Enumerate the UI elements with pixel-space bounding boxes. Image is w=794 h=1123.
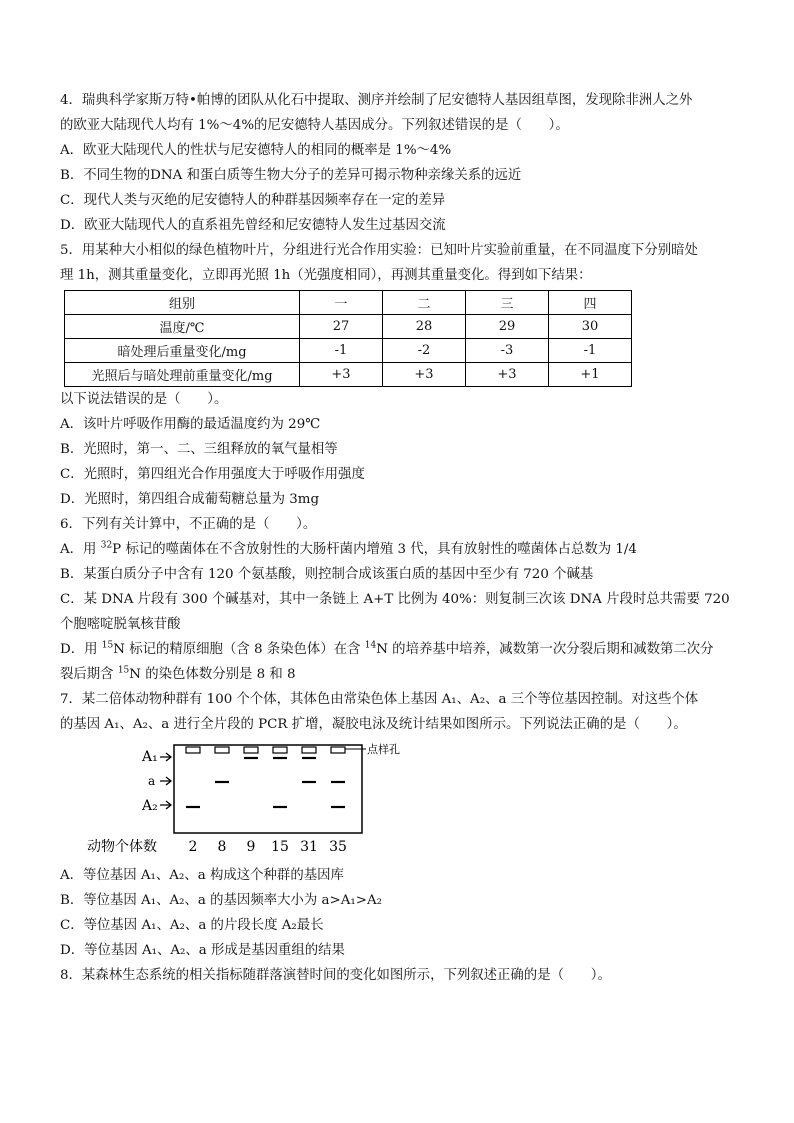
q4-option-c: C．现代人类与灭绝的尼安德特人的种群基因频率存在一定的差异 — [60, 193, 446, 208]
well-label: 点样孔 — [367, 743, 400, 756]
table-row — [65, 339, 632, 363]
table-cell: 温度/℃ — [65, 315, 300, 339]
isotope-superscript: 14 — [364, 640, 377, 651]
table-cell: -1 — [300, 339, 383, 363]
arrow-icons — [160, 753, 171, 809]
exam-page — [60, 88, 744, 988]
well — [273, 747, 287, 753]
q7-option-a: A．等位基因 A₁、A₂、a 构成这个种群的基因库 — [60, 868, 344, 883]
q5-results-table — [64, 290, 632, 387]
count-label: 9 — [246, 839, 256, 855]
row-label-a1: A₁ — [142, 749, 158, 765]
question-5 — [60, 238, 744, 512]
q5-prompt: 以下说法错误的是（ ）。 — [60, 392, 228, 407]
q6-option-d-text: N 的染色体数分别是 8 和 8 — [129, 667, 296, 682]
row-label-a2: A₂ — [142, 798, 158, 814]
individual-counts — [87, 838, 347, 855]
q6-option-a-prefix: A．用 — [60, 542, 101, 557]
table-cell: +3 — [466, 363, 549, 387]
q7-option-b: B．等位基因 A₁、A₂、a 的基因频率大小为 a>A₁>A₂ — [60, 893, 383, 908]
isotope-superscript: 15 — [101, 640, 114, 651]
q5-stem-line2: 理 1h，测其重量变化，立即再光照 1h（光强度相同），再测其重量变化。得到如下结果： — [60, 268, 592, 283]
count-label: 31 — [300, 839, 318, 855]
well — [331, 747, 345, 753]
q4-stem-line1: 4．瑞典科学家斯万特•帕博的团队从化石中提取、测序并绘制了尼安德特人基因组草图，发现除非洲人之外 — [60, 93, 693, 108]
q4-stem-line2: 的欧亚大陆现代人均有 1%～4%的尼安德特人基因成分。下列叙述错误的是（ ）。 — [60, 118, 569, 133]
q6-stem: 6．下列有关计算中，不正确的是（ ）。 — [60, 517, 317, 532]
table-cell: +3 — [300, 363, 383, 387]
question-6 — [60, 512, 744, 687]
q6-option-a-text: P 标记的噬菌体在不含放射性的大肠杆菌内增殖 3 代，具有放射性的噬菌体占总数为 1/4 — [112, 542, 637, 557]
table-cell: 30 — [549, 315, 632, 339]
count-label: 35 — [329, 839, 347, 855]
isotope-superscript: 32 — [100, 540, 113, 551]
q5-option-d: D．光照时，第四组合成葡萄糖总量为 3mg — [60, 492, 320, 507]
table-cell: 四 — [549, 291, 632, 315]
q6-option-d-text: N 标记的精原细胞（含 8 条染色体）在含 — [113, 642, 365, 657]
q6-option-c-line2: 个胞嘧啶脱氧核苷酸 — [60, 617, 181, 632]
table-cell: 28 — [383, 315, 466, 339]
q7-stem-line1: 7．某二倍体动物种群有 100 个个体，其体色由常染色体上基因 A₁、A₂、a 三个等位基因控制。对这些个体 — [60, 692, 699, 707]
count-label: 15 — [271, 839, 289, 855]
table-cell: +1 — [549, 363, 632, 387]
q5-option-a: A．该叶片呼吸作用酶的最适温度约为 29℃ — [60, 417, 321, 432]
q6-option-d-text: N 的培养基中培养，减数第一次分裂后期和减数第二次分 — [376, 642, 714, 657]
q6-option-b: B．某蛋白质分子中含有 120 个氨基酸，则控制合成该蛋白质的基因中至少有 720 个碱基 — [60, 567, 594, 582]
q4-option-b: B．不同生物的DNA 和蛋白质等生物大分子的差异可揭示物种亲缘关系的远近 — [60, 168, 522, 183]
table-cell: 组别 — [65, 291, 300, 315]
table-cell: 光照后与暗处理前重量变化/mg — [65, 363, 300, 387]
q6-option-d-text: 裂后期含 — [60, 667, 118, 682]
table-row — [65, 363, 632, 387]
table-cell: 二 — [383, 291, 466, 315]
question-4 — [60, 88, 744, 238]
table-cell: 三 — [466, 291, 549, 315]
q6-option-d-line2 — [60, 662, 744, 687]
gel-diagram — [87, 739, 430, 859]
q8-stem: 8．某森林生态系统的相关指标随群落演替时间的变化如图所示，下列叙述正确的是（ ）。 — [60, 968, 611, 983]
q5-option-b: B．光照时，第一、二、三组释放的氧气量相等 — [60, 442, 338, 457]
question-7 — [60, 687, 744, 963]
q6-option-c-line1: C．某 DNA 片段有 300 个碱基对，其中一条链上 A+T 比例为 40%：则复制三次该 DNA 片段时总共需要 720 — [60, 592, 730, 607]
table-cell: -2 — [383, 339, 466, 363]
table-cell: +3 — [383, 363, 466, 387]
count-label: 8 — [217, 839, 227, 855]
dna-bands — [186, 758, 345, 807]
q6-option-d-prefix: D．用 — [60, 642, 102, 657]
band-row-labels — [141, 749, 158, 814]
q6-option-d-line1 — [60, 637, 744, 662]
well — [215, 747, 229, 753]
count-label: 2 — [188, 839, 198, 855]
well — [186, 747, 200, 753]
table-row — [65, 315, 632, 339]
q6-option-a — [60, 537, 744, 562]
gel-electrophoresis-figure — [60, 739, 744, 859]
row-label-a: a — [148, 774, 156, 788]
q7-option-d: D．等位基因 A₁、A₂、a 形成是基因重组的结果 — [60, 943, 345, 958]
table-cell: -1 — [549, 339, 632, 363]
q7-stem-line2: 的基因 A₁、A₂、a 进行全片段的 PCR 扩增，凝胶电泳及统计结果如图所示。下列说法正确的是（ ）。 — [60, 717, 687, 732]
table-header-row — [65, 291, 632, 315]
table-cell: 27 — [300, 315, 383, 339]
question-8 — [60, 963, 744, 988]
well — [302, 747, 316, 753]
table-cell: 29 — [466, 315, 549, 339]
q5-option-c: C．光照时，第四组光合作用强度大于呼吸作用强度 — [60, 467, 365, 482]
x-axis-label: 动物个体数 — [87, 839, 157, 855]
q4-option-a: A．欧亚大陆现代人的性状与尼安德特人的相同的概率是 1%～4% — [60, 143, 452, 158]
table-cell: 一 — [300, 291, 383, 315]
arrow-right-icon — [160, 753, 171, 761]
q7-option-c: C．等位基因 A₁、A₂、a 的片段长度 A₂最长 — [60, 918, 324, 933]
gel-frame — [174, 745, 362, 833]
sample-wells — [186, 747, 345, 753]
isotope-superscript: 15 — [117, 665, 130, 676]
arrow-right-icon — [160, 777, 171, 785]
q5-stem-line1: 5．用某种大小相似的绿色植物叶片，分组进行光合作用实验：已知叶片实验前重量，在不同温度下分别暗处 — [60, 243, 698, 258]
arrow-right-icon — [160, 801, 171, 809]
well — [244, 747, 258, 753]
q4-option-d: D．欧亚大陆现代人的直系祖先曾经和尼安德特人发生过基因交流 — [60, 218, 446, 233]
table-cell: -3 — [466, 339, 549, 363]
table-cell: 暗处理后重量变化/mg — [65, 339, 300, 363]
